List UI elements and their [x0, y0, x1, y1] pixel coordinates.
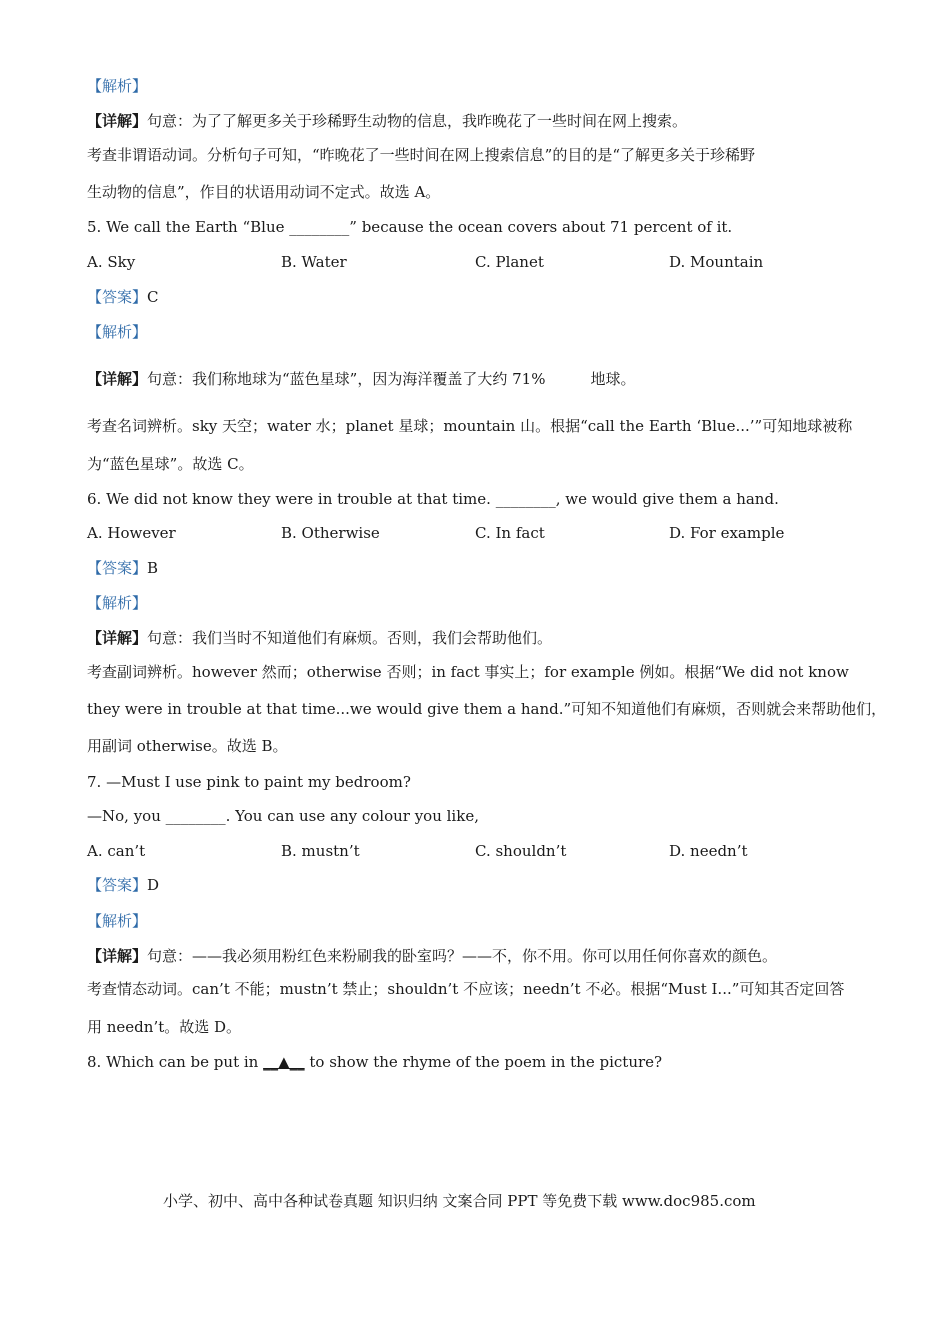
question-8-pre: 8. Which can be put in: [87, 1053, 264, 1071]
answer-value: D: [147, 876, 160, 894]
analysis-tag: 【解析】: [87, 77, 148, 95]
answer-label: 【答案】: [87, 559, 148, 577]
answer-line: [87, 287, 159, 307]
detail-label: 【详解】: [87, 112, 148, 130]
answer-label: 【答案】: [87, 288, 148, 306]
detail-text: 句意：我们称地球为“蓝色星球”，因为海洋覆盖了大约 71% 地球。: [147, 370, 636, 388]
detail-line: [87, 628, 552, 648]
explanation-line: 为“蓝色星球”。故选 C。: [87, 455, 254, 473]
detail-label: 【详解】: [87, 629, 148, 647]
analysis-tag: 【解析】: [87, 323, 148, 341]
option-c: C. shouldn’t: [475, 842, 567, 860]
option-d: D. needn’t: [669, 842, 748, 860]
question-5: 5. We call the Earth “Blue ________” because the ocean covers about 71 percent of it.: [87, 218, 733, 236]
question-7-reply: —No, you ________. You can use any colour you like,: [87, 807, 479, 825]
explanation-line: 考查名词辨析。sky 天空；water 水；planet 星球；mountain 山。根据“call the Earth ‘Blue...’”可知地球被称: [87, 417, 853, 435]
detail-text: 句意：我们当时不知道他们有麻烦。否则，我们会帮助他们。: [147, 629, 553, 647]
analysis-tag: 【解析】: [87, 912, 148, 930]
answer-value: B: [147, 559, 159, 577]
option-b: B. mustn’t: [281, 842, 360, 860]
option-c: C. Planet: [475, 253, 544, 271]
detail-line: [87, 369, 635, 389]
question-8-post: to show the rhyme of the poem in the picture?: [304, 1053, 663, 1071]
page-footer: 小学、初中、高中各种试卷真题 知识归纳 文案合同 PPT 等免费下载 www.doc985.com: [163, 1192, 756, 1210]
detail-line: [87, 111, 687, 131]
explanation-line: they were in trouble at that time...we would give them a hand.”可知不知道他们有麻烦，否则就会来帮助他们，: [87, 700, 887, 718]
question-7: 7. —Must I use pink to paint my bedroom?: [87, 773, 411, 791]
explanation-line: 生动物的信息”，作目的状语用动词不定式。故选 A。: [87, 183, 441, 201]
detail-label: 【详解】: [87, 370, 148, 388]
answer-line: [87, 558, 158, 578]
explanation-line: 考查情态动词。can’t 不能；mustn’t 禁止；shouldn’t 不应该；needn’t 不必。根据“Must I...”可知其否定回答: [87, 980, 845, 998]
detail-line: [87, 946, 777, 966]
option-a: A. However: [87, 524, 176, 542]
answer-line: [87, 875, 159, 895]
detail-text: 句意：——我必须用粉红色来粉刷我的卧室吗？——不，你不用。你可以用任何你喜欢的颜色。: [147, 947, 778, 965]
option-a: A. can’t: [87, 842, 146, 860]
question-6: 6. We did not know they were in trouble at that time. ________, we would give them a hand.: [87, 490, 779, 508]
option-b: B. Otherwise: [281, 524, 380, 542]
explanation-line: 用 needn’t。故选 D。: [87, 1018, 242, 1036]
option-c: C. In fact: [475, 524, 545, 542]
explanation-line: 用副词 otherwise。故选 B。: [87, 737, 288, 755]
detail-text: 句意：为了了解更多关于珍稀野生动物的信息，我昨晚花了一些时间在网上搜索。: [147, 112, 688, 130]
answer-value: C: [147, 288, 159, 306]
option-b: B. Water: [281, 253, 347, 271]
option-d: D. For example: [669, 524, 785, 542]
detail-label: 【详解】: [87, 947, 148, 965]
option-d: D. Mountain: [669, 253, 764, 271]
blank-triangle-mark: __▲__: [263, 1053, 305, 1071]
explanation-line: 考查非谓语动词。分析句子可知，“昨晚花了一些时间在网上搜索信息”的目的是“了解更多关于珍稀野: [87, 146, 756, 164]
explanation-line: 考查副词辨析。however 然而；otherwise 否则；in fact 事实上；for example 例如。根据“We did not know: [87, 663, 849, 681]
option-a: A. Sky: [87, 253, 136, 271]
answer-label: 【答案】: [87, 876, 148, 894]
question-8: [87, 1052, 662, 1072]
analysis-tag: 【解析】: [87, 594, 148, 612]
